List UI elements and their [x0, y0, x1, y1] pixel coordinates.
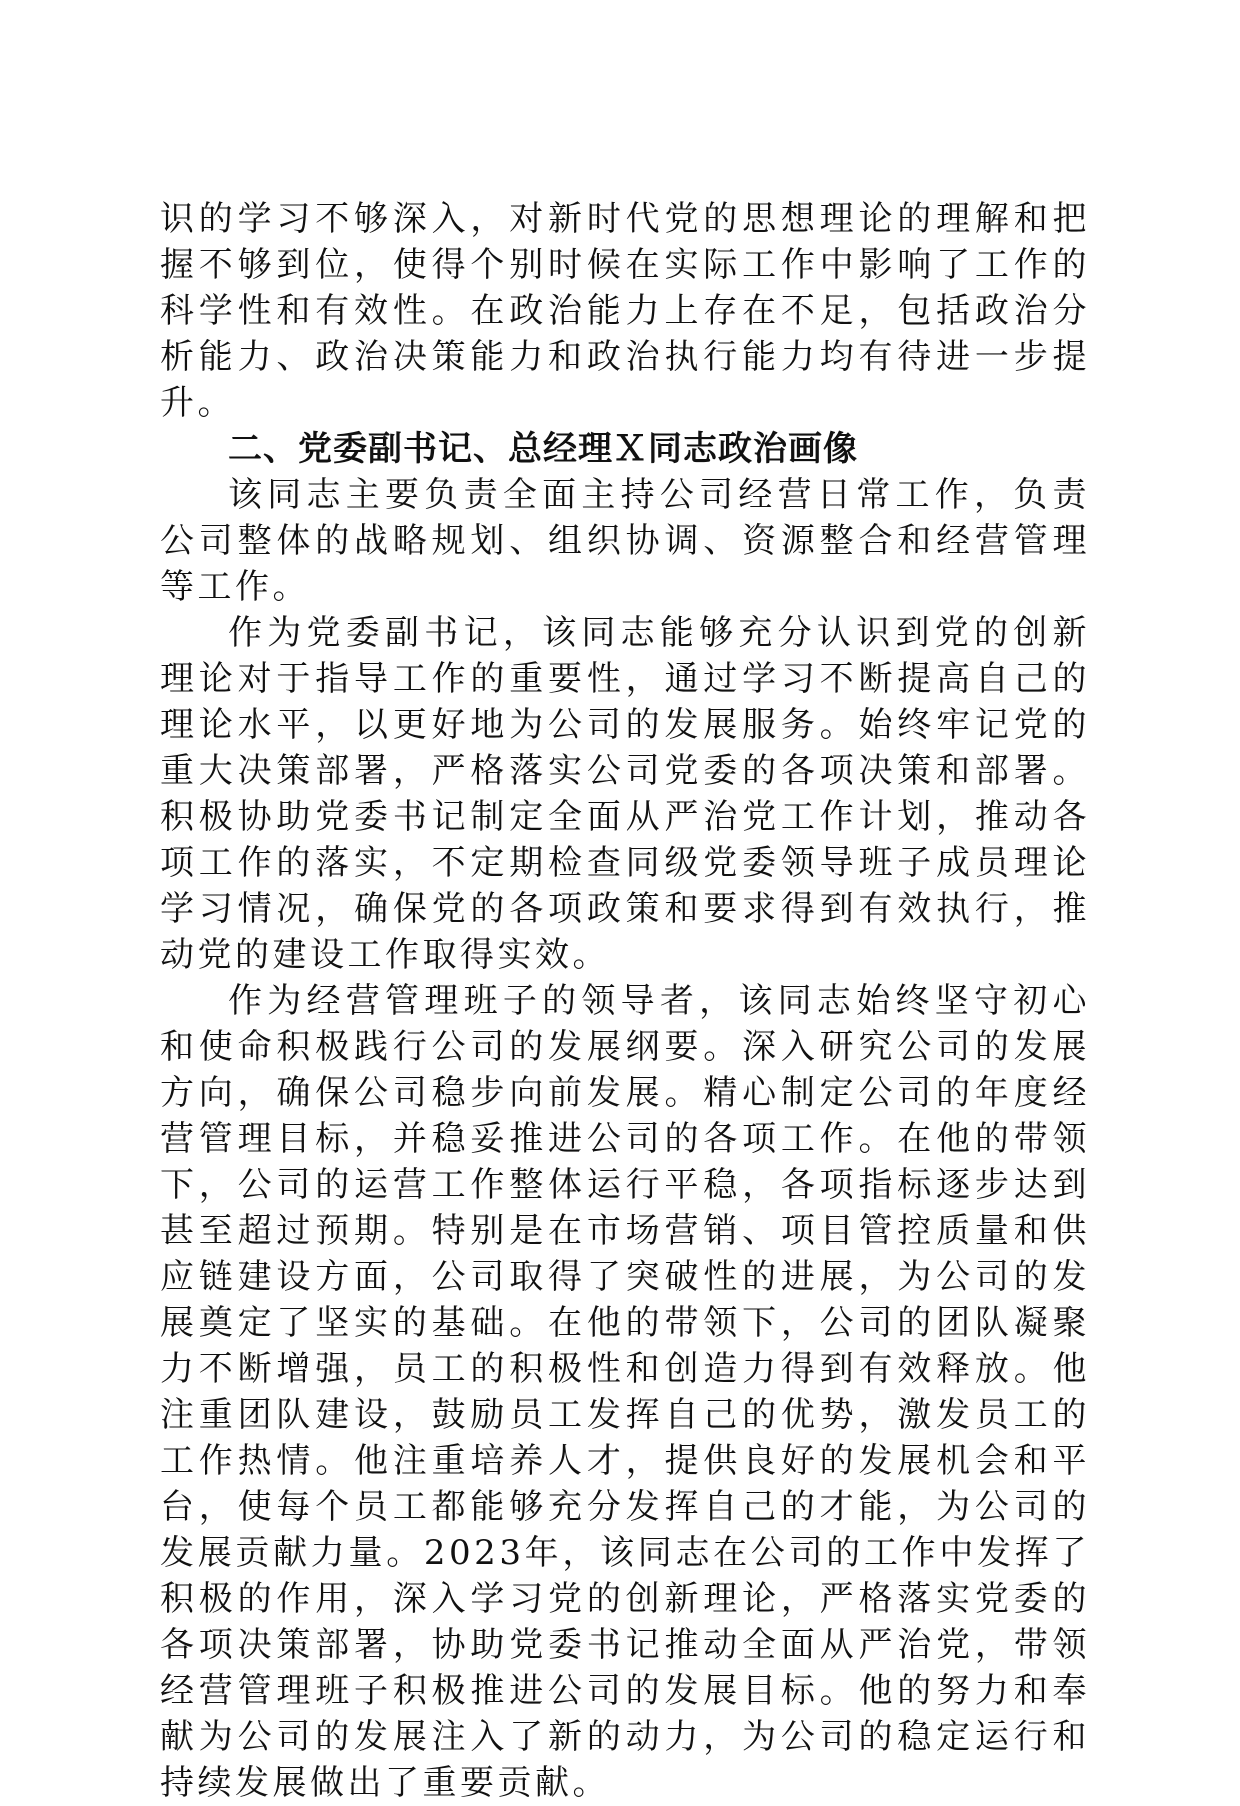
- document-page: [160, 196, 1090, 1806]
- paragraph-party-role: 作为党委副书记，该同志能够充分认识到党的创新理论对于指导工作的重要性，通过学习不断提高自己的理论水平，以更好地为公司的发展服务。始终牢记党的重大决策部署，严格落实公司党委的各项决策和部署。积极协助党委书记制定全面从严治党工作计划，推动各项工作的落实，不定期检查同级党委领导班子成员理论学习情况，确保党的各项政策和要求得到有效执行，推动党的建设工作取得实效。: [160, 613, 1090, 975]
- paragraph-management-role: 作为经营管理班子的领导者，该同志始终坚守初心和使命积极践行公司的发展纲要。深入研究公司的发展方向，确保公司稳步向前发展。精心制定公司的年度经营管理目标，并稳妥推进公司的各项工作。在他的带领下，公司的运营工作整体运行平稳，各项指标逐步达到甚至超过预期。特别是在市场营销、项目管控质量和供应链建设方面，公司取得了突破性的进展，为公司的发展奠定了坚实的基础。在他的带领下，公司的团队凝聚力不断增强，员工的积极性和创造力得到有效释放。他注重团队建设，鼓励员工发挥自己的优势，激发员工的工作热情。他注重培养人才，提供良好的发展机会和平台，使每个员工都能够充分发挥自己的才能，为公司的发展贡献力量。2023年，该同志在公司的工作中发挥了积极的作用，深入学习党的创新理论，严格落实党委的各项决策部署，协助党委书记推动全面从严治党，带领经营管理班子积极推进公司的发展目标。他的努力和奉献为公司的发展注入了新的动力，为公司的稳定运行和持续发展做出了重要贡献。: [160, 981, 1090, 1803]
- section-heading: 二、党委副书记、总经理Ｘ同志政治画像: [228, 429, 858, 469]
- paragraph-continuation: 识的学习不够深入，对新时代党的思想理论的理解和把握不够到位，使得个别时候在实际工作中影响了工作的科学性和有效性。在政治能力上存在不足，包括政治分析能力、政治决策能力和政治执行能力均有待进一步提升。: [160, 199, 1090, 423]
- paragraph-duties: 该同志主要负责全面主持公司经营日常工作，负责公司整体的战略规划、组织协调、资源整合和经营管理等工作。: [160, 475, 1090, 607]
